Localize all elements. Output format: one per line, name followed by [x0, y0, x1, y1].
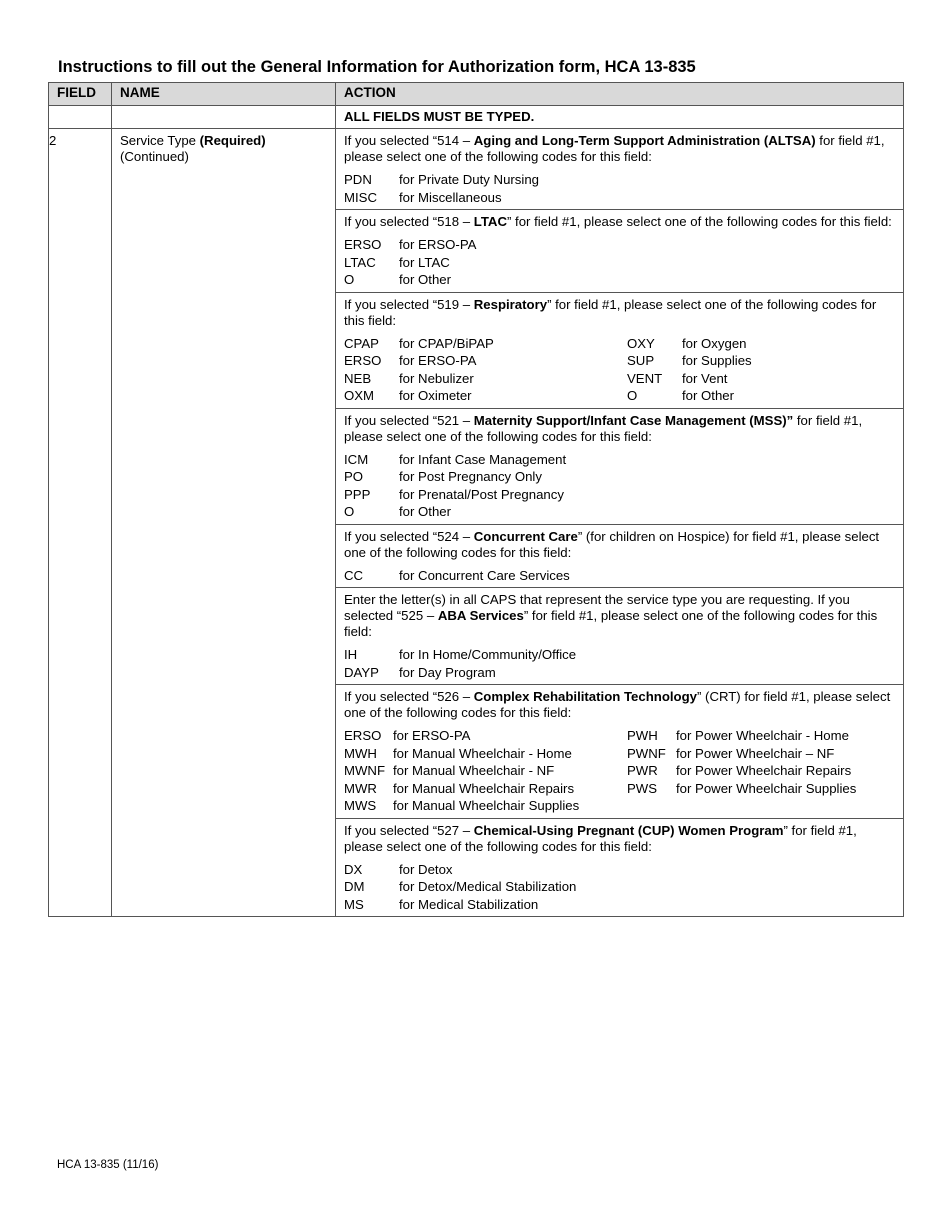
code-row — [344, 664, 627, 682]
intro-bold: Complex Rehabilitation Technology — [473, 689, 697, 704]
code-row — [344, 486, 627, 504]
code-column-left — [344, 567, 627, 585]
code-description: for Power Wheelchair Repairs — [676, 763, 852, 778]
instructions-table — [48, 82, 904, 917]
code-value: CC — [344, 567, 364, 583]
code-row — [344, 878, 627, 896]
code-column-right — [627, 335, 752, 405]
code-value: O — [344, 272, 355, 287]
code-row — [344, 727, 627, 745]
code-value: ERSO — [344, 353, 382, 368]
code-row — [344, 271, 627, 289]
code-row — [627, 387, 752, 405]
header-name: NAME — [112, 83, 336, 106]
code-column-left — [344, 451, 627, 521]
code-row — [627, 352, 752, 370]
code-description: for ERSO-PA — [399, 237, 477, 252]
empty-cell — [112, 106, 336, 129]
code-row — [627, 780, 856, 798]
intro-pre: If you selected “527 – — [344, 822, 474, 838]
code-row — [627, 762, 856, 780]
intro-post: ” for field #1, please select one of the following codes for this field: — [344, 608, 878, 639]
code-value: PWH — [627, 728, 658, 743]
field-name-sub: (Continued) — [120, 149, 189, 164]
code-row — [344, 236, 627, 254]
code-list — [344, 236, 895, 289]
code-description: for Power Wheelchair - Home — [676, 728, 849, 743]
code-value: PDN — [344, 172, 372, 187]
code-description: for Other — [399, 272, 452, 287]
code-row — [344, 352, 627, 370]
action-section — [336, 684, 903, 818]
empty-cell — [49, 106, 112, 129]
action-cell — [336, 129, 904, 917]
code-list — [344, 451, 895, 521]
code-description: for Prenatal/Post Pregnancy — [399, 486, 564, 502]
code-row — [344, 468, 627, 486]
section-intro — [344, 413, 895, 445]
header-row — [49, 83, 904, 106]
intro-post: ” for field #1, please select one of the following codes for this field: — [506, 214, 892, 229]
code-description: for Manual Wheelchair Repairs — [393, 780, 575, 796]
code-row — [627, 745, 856, 763]
intro-bold: Aging and Long-Term Support Administration (ALTSA) — [473, 133, 816, 148]
code-value: VENT — [627, 370, 663, 386]
intro-post: ” for field #1, please select one of the following codes for this field: — [344, 822, 857, 854]
code-row — [344, 745, 627, 763]
code-row — [344, 861, 627, 879]
code-description: for Private Duty Nursing — [399, 172, 539, 187]
code-row — [344, 762, 627, 780]
code-description: for Concurrent Care Services — [399, 567, 570, 583]
code-row — [344, 254, 627, 272]
table-row — [49, 129, 904, 917]
field-name-required: (Required) — [199, 133, 266, 148]
code-description: for Detox — [399, 861, 453, 877]
field-number: 2 — [49, 129, 112, 917]
code-value: OXY — [627, 335, 655, 351]
code-description: for Day Program — [399, 664, 496, 680]
code-row — [344, 171, 627, 189]
code-value: ICM — [344, 451, 369, 467]
field-name-main: Service Type — [120, 133, 200, 148]
code-list — [344, 567, 895, 585]
code-description: for Detox/Medical Stabilization — [399, 879, 577, 894]
code-list — [344, 335, 895, 405]
code-column-left — [344, 171, 627, 206]
intro-pre: If you selected “514 – — [344, 133, 474, 148]
intro-bold: Concurrent Care — [473, 528, 578, 544]
code-value: ERSO — [344, 728, 382, 743]
code-description: for Manual Wheelchair - NF — [393, 763, 555, 778]
intro-pre: If you selected “524 – — [344, 528, 474, 544]
code-value: PWR — [627, 763, 658, 778]
all-fields-row — [49, 106, 904, 129]
intro-pre: If you selected “519 – — [344, 296, 474, 312]
code-value: CPAP — [344, 335, 379, 351]
code-description: for In Home/Community/Office — [399, 647, 577, 662]
code-description: for Miscellaneous — [399, 189, 502, 205]
intro-pre: Enter the letter(s) in all CAPS that represent the service type you are requesting. If you selected “525 – — [344, 592, 850, 623]
action-section — [336, 587, 903, 684]
intro-post: ” (CRT) for field #1, please select one of the following codes for this field: — [344, 689, 891, 720]
code-description: for Infant Case Management — [399, 451, 567, 467]
code-value: MWS — [344, 798, 377, 813]
code-value: MWH — [344, 745, 377, 761]
code-value: PPP — [344, 486, 371, 502]
code-description: for Supplies — [682, 353, 752, 368]
code-row — [344, 387, 627, 405]
intro-pre: If you selected “526 – — [344, 689, 474, 704]
code-row — [344, 370, 627, 388]
code-description: for Oximeter — [399, 388, 472, 403]
code-column-left — [344, 861, 627, 914]
code-description: for ERSO-PA — [399, 353, 477, 368]
code-value: LTAC — [344, 254, 376, 270]
form-footer: HCA 13-835 (11/16) — [57, 1159, 159, 1171]
code-row — [627, 335, 752, 353]
section-intro — [344, 823, 895, 855]
code-row — [344, 189, 627, 207]
code-row — [627, 370, 752, 388]
code-value: O — [627, 388, 638, 403]
code-list — [344, 171, 895, 206]
code-value: MS — [344, 896, 364, 912]
section-intro — [344, 133, 895, 165]
code-value: SUP — [627, 353, 655, 368]
code-column-right — [627, 727, 856, 815]
action-section — [336, 408, 903, 524]
action-section — [336, 209, 903, 292]
section-intro — [344, 689, 895, 721]
code-value: PWNF — [627, 745, 666, 761]
page-title: Instructions to fill out the General Information for Authorization form, HCA 13-835 — [58, 58, 696, 76]
action-section — [336, 292, 903, 408]
code-description: for Manual Wheelchair - Home — [393, 745, 572, 761]
code-column-left — [344, 727, 627, 815]
intro-bold: Respiratory — [473, 296, 548, 312]
intro-pre: If you selected “521 – — [344, 412, 474, 428]
code-description: for Oxygen — [682, 335, 747, 351]
intro-bold: ABA Services — [437, 608, 524, 623]
code-row — [344, 797, 627, 815]
code-value: O — [344, 504, 355, 519]
code-row — [344, 335, 627, 353]
code-row — [344, 503, 627, 521]
code-column-left — [344, 236, 627, 289]
code-list — [344, 727, 895, 815]
code-value: MWNF — [344, 763, 386, 778]
header-action: ACTION — [336, 83, 904, 106]
section-intro — [344, 592, 895, 640]
code-value: ERSO — [344, 237, 382, 252]
code-description: for Other — [399, 504, 452, 519]
code-value: MWR — [344, 780, 377, 796]
code-value: DX — [344, 861, 363, 877]
header-field: FIELD — [49, 83, 112, 106]
code-description: for ERSO-PA — [393, 728, 471, 743]
code-value: DAYP — [344, 664, 379, 680]
intro-bold: LTAC — [473, 214, 507, 229]
code-description: for Vent — [682, 370, 728, 386]
intro-post: for field #1, please select one of the following codes for this field: — [344, 412, 863, 444]
intro-bold: Maternity Support/Infant Case Management (MSS)” — [473, 412, 794, 428]
code-value: IH — [344, 647, 358, 662]
code-row — [627, 727, 856, 745]
code-description: for CPAP/BiPAP — [399, 335, 494, 351]
intro-post: for field #1, please select one of the following codes for this field: — [344, 133, 885, 164]
intro-pre: If you selected “518 – — [344, 214, 474, 229]
code-row — [344, 567, 627, 585]
code-description: for Nebulizer — [399, 370, 474, 386]
code-value: PO — [344, 469, 364, 484]
intro-post: ” for field #1, please select one of the following codes for this field: — [344, 296, 877, 328]
code-row — [344, 896, 627, 914]
code-value: MISC — [344, 189, 377, 205]
action-section — [336, 524, 903, 588]
code-value: OXM — [344, 388, 375, 403]
code-row — [344, 780, 627, 798]
code-description: for Power Wheelchair – NF — [676, 745, 835, 761]
code-row — [344, 451, 627, 469]
code-description: for Manual Wheelchair Supplies — [393, 798, 580, 813]
action-section — [336, 818, 903, 917]
code-value: DM — [344, 879, 365, 894]
all-fields-note: ALL FIELDS MUST BE TYPED. — [336, 106, 904, 129]
section-intro — [344, 297, 895, 329]
code-value: NEB — [344, 370, 372, 386]
intro-bold: Chemical-Using Pregnant (CUP) Women Program — [473, 822, 784, 838]
field-name — [112, 129, 336, 917]
section-intro — [344, 529, 895, 561]
code-value: PWS — [627, 780, 658, 796]
action-section — [336, 129, 903, 209]
code-description: for Post Pregnancy Only — [399, 469, 542, 484]
section-intro — [344, 214, 895, 230]
code-list — [344, 861, 895, 914]
code-description: for Power Wheelchair Supplies — [676, 780, 857, 796]
code-description: for Medical Stabilization — [399, 896, 539, 912]
code-column-left — [344, 646, 627, 681]
code-list — [344, 646, 895, 681]
code-description: for LTAC — [399, 254, 450, 270]
code-description: for Other — [682, 388, 735, 403]
intro-post: ” (for children on Hospice) for field #1, please select one of the following codes for this field: — [344, 528, 880, 560]
code-column-left — [344, 335, 627, 405]
code-row — [344, 646, 627, 664]
